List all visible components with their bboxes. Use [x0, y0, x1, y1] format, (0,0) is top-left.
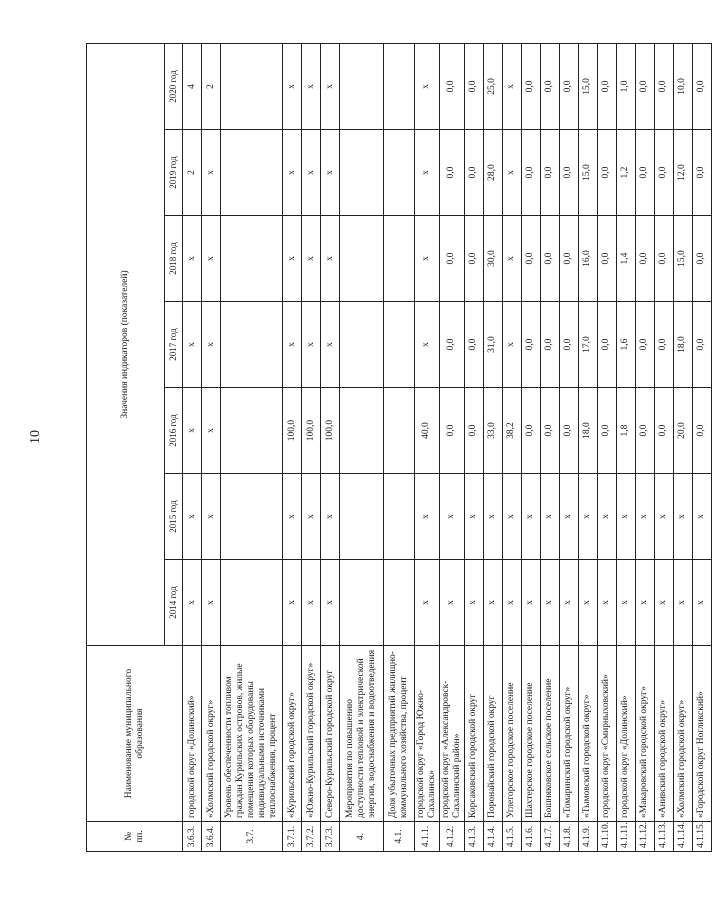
- indicator-value: х: [202, 216, 221, 302]
- municipality-name: Бошняковское сельское поселение: [540, 646, 559, 822]
- indicator-value: 0,0: [521, 216, 540, 302]
- municipality-name: Северо-Курильский городской округ: [321, 646, 340, 822]
- municipality-name: Углегорское городское поселение: [502, 646, 521, 822]
- table-row: [597, 43, 616, 851]
- indicator-value: х: [540, 560, 559, 646]
- row-number: 4.1.13.: [654, 822, 673, 852]
- indicator-value: [221, 302, 283, 388]
- indicator-value: 0,0: [464, 302, 483, 388]
- header-values-group: Значения индикаторов (показателей): [87, 43, 165, 645]
- indicator-value: 12,0: [673, 130, 692, 216]
- indicator-value: 0,0: [439, 43, 464, 129]
- header-num: № пп.: [87, 822, 183, 852]
- indicator-value: 0,0: [654, 302, 673, 388]
- indicator-value: х: [654, 560, 673, 646]
- row-number: 3.7.3.: [321, 822, 340, 852]
- header-year: 2014 год: [165, 560, 183, 646]
- indicator-value: х: [502, 130, 521, 216]
- indicator-value: [384, 216, 415, 302]
- indicator-value: 0,0: [540, 130, 559, 216]
- indicator-value: х: [502, 43, 521, 129]
- indicator-value: х: [415, 560, 440, 646]
- indicator-value: 30,0: [483, 216, 502, 302]
- table-row: [283, 43, 302, 851]
- indicator-value: 0,0: [635, 43, 654, 129]
- municipality-name: городской округ «Долинский»: [616, 646, 635, 822]
- indicator-value: х: [483, 560, 502, 646]
- indicator-value: 0,0: [692, 43, 711, 129]
- indicator-value: х: [283, 302, 302, 388]
- table-header: [87, 43, 183, 851]
- municipality-name: Шахтерское городское поселение: [521, 646, 540, 822]
- table-row: [183, 43, 202, 851]
- indicator-value: 0,0: [654, 388, 673, 474]
- table-row: [415, 43, 440, 851]
- indicator-value: 0,0: [559, 388, 578, 474]
- indicator-value: х: [321, 216, 340, 302]
- municipality-name: «Холмский городской округ»: [673, 646, 692, 822]
- municipality-name: городской округ «Долинский»: [183, 646, 202, 822]
- municipality-name: «Городской округ Ногликский»: [692, 646, 711, 822]
- indicator-value: [384, 43, 415, 129]
- indicator-value: х: [559, 560, 578, 646]
- table-row: [439, 43, 464, 851]
- header-year: 2018 год: [165, 216, 183, 302]
- indicator-value: х: [202, 302, 221, 388]
- table-row: [464, 43, 483, 851]
- indicator-value: х: [692, 560, 711, 646]
- page-number: 10: [28, 430, 43, 444]
- indicator-value: 0,0: [597, 302, 616, 388]
- indicator-value: х: [321, 560, 340, 646]
- indicator-value: х: [502, 216, 521, 302]
- indicator-value: 0,0: [597, 130, 616, 216]
- indicator-value: 0,0: [464, 216, 483, 302]
- table-row: [483, 43, 502, 851]
- indicator-value: х: [283, 216, 302, 302]
- indicator-value: 1,0: [616, 43, 635, 129]
- indicator-value: 0,0: [540, 216, 559, 302]
- row-number: 4.1.7.: [540, 822, 559, 852]
- row-number: 4.1.15.: [692, 822, 711, 852]
- indicator-value: 0,0: [559, 43, 578, 129]
- indicator-value: х: [673, 560, 692, 646]
- indicator-value: 0,0: [654, 43, 673, 129]
- indicator-value: 15,0: [673, 216, 692, 302]
- header-year: 2019 год: [165, 130, 183, 216]
- indicator-value: х: [502, 302, 521, 388]
- indicator-value: 18,0: [673, 302, 692, 388]
- indicator-value: 0,0: [559, 216, 578, 302]
- indicator-value: 0,0: [654, 130, 673, 216]
- indicator-value: [221, 216, 283, 302]
- indicator-value: х: [439, 560, 464, 646]
- header-name: Наименование муниципального образования: [87, 646, 183, 822]
- indicator-value: х: [183, 560, 202, 646]
- indicator-value: 33,0: [483, 388, 502, 474]
- indicator-value: х: [302, 216, 321, 302]
- table-row: [202, 43, 221, 851]
- indicator-value: [384, 560, 415, 646]
- municipality-name: Уровень обеспеченности топливом граждан Курильских островов, жилые помещения которых оборудованы индивидуальными источниками теплоснабжения, процент: [221, 646, 283, 822]
- indicator-table: [86, 43, 712, 852]
- indicator-value: [340, 43, 384, 129]
- indicator-value: х: [283, 43, 302, 129]
- indicator-value: х: [202, 560, 221, 646]
- row-number: 4.1.3.: [464, 822, 483, 852]
- indicator-value: х: [673, 474, 692, 560]
- row-number: 4.1.5.: [502, 822, 521, 852]
- row-number: 4.1.4.: [483, 822, 502, 852]
- table-row: [635, 43, 654, 851]
- indicator-value: х: [597, 560, 616, 646]
- municipality-name: Корсаковский городской округ: [464, 646, 483, 822]
- table-row: [502, 43, 521, 851]
- indicator-value: 0,0: [597, 43, 616, 129]
- municipality-name: «Анивский городской округ»: [654, 646, 673, 822]
- indicator-value: [384, 302, 415, 388]
- municipality-name: «Тымовский городской округ»: [578, 646, 597, 822]
- indicator-value: 0,0: [540, 302, 559, 388]
- indicator-value: х: [464, 560, 483, 646]
- municipality-name: Поронайский городской округ: [483, 646, 502, 822]
- indicator-value: 0,0: [521, 302, 540, 388]
- indicator-value: х: [321, 43, 340, 129]
- indicator-value: 0,0: [635, 130, 654, 216]
- indicator-value: х: [415, 130, 440, 216]
- indicator-value: х: [415, 43, 440, 129]
- indicator-value: 1,6: [616, 302, 635, 388]
- row-number: 4.1.14.: [673, 822, 692, 852]
- indicator-value: [340, 216, 384, 302]
- indicator-value: 20,0: [673, 388, 692, 474]
- indicator-value: [384, 388, 415, 474]
- municipality-name: городской округ «Александровск-Сахалинский район»: [439, 646, 464, 822]
- indicator-value: х: [302, 560, 321, 646]
- indicator-value: х: [521, 474, 540, 560]
- indicator-value: 0,0: [692, 216, 711, 302]
- row-number: 4.1.11.: [616, 822, 635, 852]
- indicator-value: 0,0: [597, 388, 616, 474]
- indicator-value: х: [321, 130, 340, 216]
- indicator-value: х: [302, 474, 321, 560]
- indicator-value: [221, 560, 283, 646]
- indicator-value: 2: [183, 130, 202, 216]
- table-row: [673, 43, 692, 851]
- row-number: 3.7.2.: [302, 822, 321, 852]
- indicator-value: х: [302, 130, 321, 216]
- municipality-name: «Курильский городской округ»: [283, 646, 302, 822]
- indicator-value: 0,0: [439, 216, 464, 302]
- indicator-value: 0,0: [597, 216, 616, 302]
- indicator-value: х: [202, 474, 221, 560]
- indicator-value: х: [502, 474, 521, 560]
- indicator-value: 0,0: [521, 388, 540, 474]
- indicator-value: 0,0: [521, 43, 540, 129]
- table-row: [540, 43, 559, 851]
- indicator-value: [340, 388, 384, 474]
- indicator-value: х: [597, 474, 616, 560]
- indicator-value: 31,0: [483, 302, 502, 388]
- indicator-value: 10,0: [673, 43, 692, 129]
- indicator-value: х: [415, 474, 440, 560]
- indicator-value: 0,0: [635, 302, 654, 388]
- indicator-value: х: [183, 216, 202, 302]
- municipality-name: Мероприятия по повышению доступности тепловой и электрической энергии, водоснабжения и водоотведения: [340, 646, 384, 822]
- indicator-value: [340, 130, 384, 216]
- indicator-value: х: [321, 302, 340, 388]
- indicator-value: х: [616, 560, 635, 646]
- indicator-value: 1,2: [616, 130, 635, 216]
- row-number: 3.6.3.: [183, 822, 202, 852]
- table-row: [340, 43, 384, 851]
- table-row: [578, 43, 597, 851]
- indicator-value: 0,0: [635, 216, 654, 302]
- table-row: [302, 43, 321, 851]
- indicator-value: х: [302, 43, 321, 129]
- indicator-value: 4: [183, 43, 202, 129]
- indicator-value: 1,4: [616, 216, 635, 302]
- indicator-value: х: [635, 474, 654, 560]
- municipality-name: «Томаринский городской округ»: [559, 646, 578, 822]
- indicator-table-container: [86, 44, 707, 852]
- table-row: [616, 43, 635, 851]
- indicator-value: х: [521, 560, 540, 646]
- header-year: 2020 год: [165, 43, 183, 129]
- row-number: 4.1.6.: [521, 822, 540, 852]
- indicator-value: [384, 474, 415, 560]
- indicator-value: х: [302, 302, 321, 388]
- indicator-value: х: [415, 216, 440, 302]
- indicator-value: 0,0: [559, 130, 578, 216]
- row-number: 4.1.12.: [635, 822, 654, 852]
- indicator-value: х: [183, 388, 202, 474]
- row-number: 3.7.1.: [283, 822, 302, 852]
- municipality-name: «Южно-Курильский городской округ»: [302, 646, 321, 822]
- indicator-value: 0,0: [464, 43, 483, 129]
- indicator-value: 16,0: [578, 216, 597, 302]
- indicator-value: 0,0: [692, 130, 711, 216]
- indicator-value: х: [692, 474, 711, 560]
- indicator-value: 0,0: [540, 43, 559, 129]
- indicator-value: х: [654, 474, 673, 560]
- indicator-value: 100,0: [302, 388, 321, 474]
- indicator-value: 0,0: [464, 130, 483, 216]
- indicator-value: 0,0: [439, 388, 464, 474]
- indicator-value: 15,0: [578, 43, 597, 129]
- municipality-name: «Холмский городской округ»: [202, 646, 221, 822]
- indicator-value: х: [202, 130, 221, 216]
- indicator-value: х: [202, 388, 221, 474]
- header-year: 2017 год: [165, 302, 183, 388]
- indicator-value: 17,0: [578, 302, 597, 388]
- row-number: 4.1.9.: [578, 822, 597, 852]
- indicator-value: х: [578, 560, 597, 646]
- indicator-value: х: [439, 474, 464, 560]
- row-number: 4.1.10.: [597, 822, 616, 852]
- table-row: [384, 43, 415, 851]
- indicator-value: х: [464, 474, 483, 560]
- header-year: 2016 год: [165, 388, 183, 474]
- table-row: [559, 43, 578, 851]
- table-body: [183, 43, 712, 851]
- indicator-value: 100,0: [321, 388, 340, 474]
- municipality-name: городской округ «Город Южно-Сахалинск»: [415, 646, 440, 822]
- table-row: [692, 43, 711, 851]
- indicator-value: 15,0: [578, 130, 597, 216]
- indicator-value: 0,0: [439, 302, 464, 388]
- indicator-value: х: [415, 302, 440, 388]
- table-row: [521, 43, 540, 851]
- indicator-value: 1,8: [616, 388, 635, 474]
- row-number: 4.1.8.: [559, 822, 578, 852]
- indicator-value: х: [578, 474, 597, 560]
- indicator-value: х: [183, 302, 202, 388]
- row-number: 4.1.: [384, 822, 415, 852]
- indicator-value: 25,0: [483, 43, 502, 129]
- table-row: [654, 43, 673, 851]
- indicator-value: х: [283, 130, 302, 216]
- indicator-value: [221, 388, 283, 474]
- indicator-value: 0,0: [439, 130, 464, 216]
- indicator-value: х: [483, 474, 502, 560]
- indicator-value: [340, 302, 384, 388]
- header-year: 2015 год: [165, 474, 183, 560]
- table-row: [321, 43, 340, 851]
- municipality-name: городской округ «Смирныховский»: [597, 646, 616, 822]
- indicator-value: х: [616, 474, 635, 560]
- indicator-value: 0,0: [635, 388, 654, 474]
- row-number: 4.1.1.: [415, 822, 440, 852]
- indicator-value: 28,0: [483, 130, 502, 216]
- indicator-value: 0,0: [692, 302, 711, 388]
- indicator-value: х: [540, 474, 559, 560]
- indicator-value: х: [283, 474, 302, 560]
- indicator-value: 0,0: [692, 388, 711, 474]
- indicator-value: [384, 130, 415, 216]
- table-row: [221, 43, 283, 851]
- indicator-value: х: [283, 560, 302, 646]
- indicator-value: х: [321, 474, 340, 560]
- row-number: 3.6.4.: [202, 822, 221, 852]
- indicator-value: [340, 474, 384, 560]
- municipality-name: Доля убыточных предприятий жилищно-коммунального хозяйства, процент: [384, 646, 415, 822]
- municipality-name: «Макаровский городской округ»: [635, 646, 654, 822]
- indicator-value: [221, 130, 283, 216]
- indicator-value: 40,0: [415, 388, 440, 474]
- indicator-value: 100,0: [283, 388, 302, 474]
- indicator-value: х: [559, 474, 578, 560]
- indicator-value: х: [183, 474, 202, 560]
- row-number: 3.7.: [221, 822, 283, 852]
- row-number: 4.1.2.: [439, 822, 464, 852]
- indicator-value: х: [502, 560, 521, 646]
- row-number: 4.: [340, 822, 384, 852]
- indicator-value: 0,0: [654, 216, 673, 302]
- indicator-value: х: [635, 560, 654, 646]
- indicator-value: 18,0: [578, 388, 597, 474]
- indicator-value: 0,0: [464, 388, 483, 474]
- indicator-value: [221, 43, 283, 129]
- indicator-value: [221, 474, 283, 560]
- indicator-value: 0,0: [521, 130, 540, 216]
- indicator-value: 2: [202, 43, 221, 129]
- indicator-value: 38,2: [502, 388, 521, 474]
- indicator-value: 0,0: [559, 302, 578, 388]
- indicator-value: 0,0: [540, 388, 559, 474]
- indicator-value: [340, 560, 384, 646]
